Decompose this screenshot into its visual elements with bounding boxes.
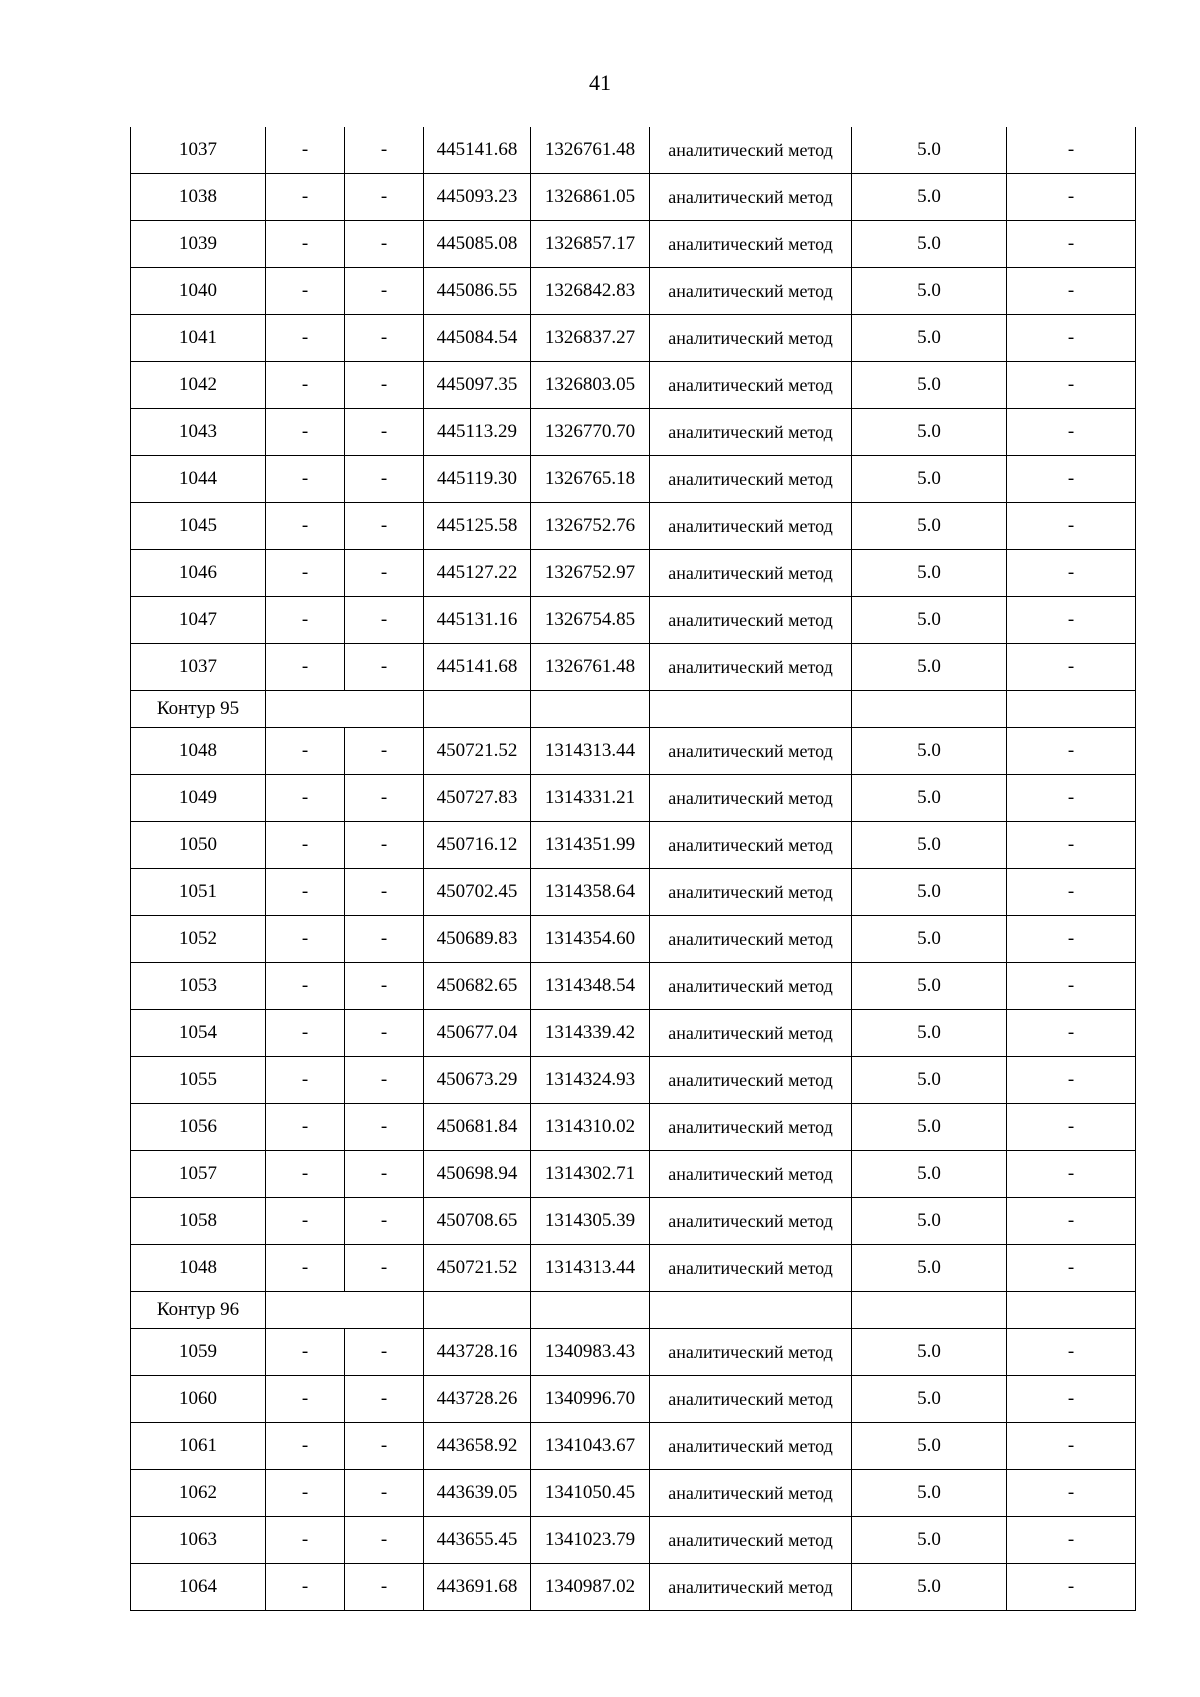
- note-cell: -: [1007, 1423, 1136, 1470]
- empty-value-cell: -: [266, 127, 345, 174]
- method-cell: аналитический метод: [650, 869, 852, 916]
- table-row: [131, 1517, 1136, 1564]
- y-coordinate-cell: 1326770.70: [531, 409, 650, 456]
- table-row: [131, 1104, 1136, 1151]
- point-number-cell: 1048: [131, 1245, 266, 1292]
- y-coordinate-cell: 1314305.39: [531, 1198, 650, 1245]
- x-coordinate-cell: 445113.29: [424, 409, 531, 456]
- empty-value-cell: -: [345, 268, 424, 315]
- note-cell: -: [1007, 1057, 1136, 1104]
- accuracy-cell: 5.0: [852, 1470, 1007, 1517]
- table-row: [131, 1470, 1136, 1517]
- x-coordinate-cell: 445141.68: [424, 644, 531, 691]
- method-cell: аналитический метод: [650, 1151, 852, 1198]
- empty-value-cell: -: [266, 869, 345, 916]
- accuracy-cell: 5.0: [852, 268, 1007, 315]
- empty-value-cell: -: [345, 1376, 424, 1423]
- note-cell: -: [1007, 1517, 1136, 1564]
- point-number-cell: 1060: [131, 1376, 266, 1423]
- table-row: [131, 409, 1136, 456]
- method-cell: аналитический метод: [650, 268, 852, 315]
- empty-value-cell: -: [345, 597, 424, 644]
- point-number-cell: 1047: [131, 597, 266, 644]
- method-cell: аналитический метод: [650, 1010, 852, 1057]
- empty-value-cell: -: [345, 174, 424, 221]
- empty-value-cell: -: [266, 362, 345, 409]
- x-coordinate-cell: 450682.65: [424, 963, 531, 1010]
- point-number-cell: 1052: [131, 916, 266, 963]
- empty-value-cell: -: [266, 503, 345, 550]
- method-cell: аналитический метод: [650, 728, 852, 775]
- y-coordinate-cell: 1326761.48: [531, 127, 650, 174]
- x-coordinate-cell: 450673.29: [424, 1057, 531, 1104]
- empty-value-cell: -: [345, 1245, 424, 1292]
- table-row: [131, 869, 1136, 916]
- note-cell: -: [1007, 221, 1136, 268]
- point-number-cell: 1054: [131, 1010, 266, 1057]
- x-coordinate-cell: 443728.26: [424, 1376, 531, 1423]
- note-cell: -: [1007, 1329, 1136, 1376]
- y-coordinate-cell: 1326752.76: [531, 503, 650, 550]
- x-coordinate-cell: 450708.65: [424, 1198, 531, 1245]
- empty-value-cell: -: [266, 1517, 345, 1564]
- x-coordinate-cell: 450681.84: [424, 1104, 531, 1151]
- method-cell: аналитический метод: [650, 1423, 852, 1470]
- empty-value-cell: -: [345, 1517, 424, 1564]
- table-row: [131, 174, 1136, 221]
- empty-cell: [424, 691, 531, 728]
- note-cell: -: [1007, 1564, 1136, 1611]
- contour-label: Контур 95: [131, 691, 266, 728]
- empty-value-cell: -: [345, 1470, 424, 1517]
- method-cell: аналитический метод: [650, 963, 852, 1010]
- method-cell: аналитический метод: [650, 1057, 852, 1104]
- method-cell: аналитический метод: [650, 822, 852, 869]
- point-number-cell: 1059: [131, 1329, 266, 1376]
- table-row: [131, 1010, 1136, 1057]
- empty-cell: [266, 691, 424, 728]
- y-coordinate-cell: 1314348.54: [531, 963, 650, 1010]
- empty-value-cell: -: [266, 1376, 345, 1423]
- note-cell: -: [1007, 1198, 1136, 1245]
- empty-value-cell: -: [266, 1245, 345, 1292]
- table-row: [131, 456, 1136, 503]
- empty-value-cell: -: [345, 644, 424, 691]
- empty-cell: [852, 691, 1007, 728]
- empty-cell: [650, 1292, 852, 1329]
- method-cell: аналитический метод: [650, 1470, 852, 1517]
- method-cell: аналитический метод: [650, 1245, 852, 1292]
- note-cell: -: [1007, 1010, 1136, 1057]
- note-cell: -: [1007, 1151, 1136, 1198]
- empty-value-cell: -: [345, 869, 424, 916]
- note-cell: -: [1007, 869, 1136, 916]
- method-cell: аналитический метод: [650, 1517, 852, 1564]
- table-row: [131, 1151, 1136, 1198]
- accuracy-cell: 5.0: [852, 174, 1007, 221]
- x-coordinate-cell: 450721.52: [424, 728, 531, 775]
- accuracy-cell: 5.0: [852, 503, 1007, 550]
- table-row: [131, 503, 1136, 550]
- empty-value-cell: -: [266, 1470, 345, 1517]
- empty-value-cell: -: [345, 1329, 424, 1376]
- empty-value-cell: -: [345, 456, 424, 503]
- method-cell: аналитический метод: [650, 550, 852, 597]
- page-number: 41: [589, 70, 611, 95]
- accuracy-cell: 5.0: [852, 456, 1007, 503]
- note-cell: -: [1007, 597, 1136, 644]
- method-cell: аналитический метод: [650, 1564, 852, 1611]
- x-coordinate-cell: 445093.23: [424, 174, 531, 221]
- empty-value-cell: -: [345, 221, 424, 268]
- table-row: [131, 822, 1136, 869]
- method-cell: аналитический метод: [650, 644, 852, 691]
- note-cell: -: [1007, 644, 1136, 691]
- empty-value-cell: -: [345, 550, 424, 597]
- y-coordinate-cell: 1341023.79: [531, 1517, 650, 1564]
- point-number-cell: 1058: [131, 1198, 266, 1245]
- y-coordinate-cell: 1341043.67: [531, 1423, 650, 1470]
- y-coordinate-cell: 1326842.83: [531, 268, 650, 315]
- point-number-cell: 1050: [131, 822, 266, 869]
- empty-value-cell: -: [345, 1057, 424, 1104]
- x-coordinate-cell: 450689.83: [424, 916, 531, 963]
- method-cell: аналитический метод: [650, 174, 852, 221]
- y-coordinate-cell: 1314358.64: [531, 869, 650, 916]
- empty-value-cell: -: [266, 1423, 345, 1470]
- note-cell: -: [1007, 916, 1136, 963]
- x-coordinate-cell: 450727.83: [424, 775, 531, 822]
- point-number-cell: 1053: [131, 963, 266, 1010]
- x-coordinate-cell: 445127.22: [424, 550, 531, 597]
- table-row: [131, 1423, 1136, 1470]
- empty-value-cell: -: [266, 550, 345, 597]
- accuracy-cell: 5.0: [852, 1376, 1007, 1423]
- empty-value-cell: -: [266, 315, 345, 362]
- x-coordinate-cell: 445125.58: [424, 503, 531, 550]
- table-row: [131, 268, 1136, 315]
- empty-value-cell: -: [266, 1057, 345, 1104]
- empty-value-cell: -: [345, 1151, 424, 1198]
- empty-value-cell: -: [266, 963, 345, 1010]
- empty-value-cell: -: [345, 315, 424, 362]
- method-cell: аналитический метод: [650, 127, 852, 174]
- y-coordinate-cell: 1314310.02: [531, 1104, 650, 1151]
- point-number-cell: 1045: [131, 503, 266, 550]
- empty-value-cell: -: [266, 174, 345, 221]
- note-cell: -: [1007, 127, 1136, 174]
- table-row: [131, 362, 1136, 409]
- x-coordinate-cell: 443658.92: [424, 1423, 531, 1470]
- empty-cell: [650, 691, 852, 728]
- empty-value-cell: -: [266, 409, 345, 456]
- note-cell: -: [1007, 174, 1136, 221]
- accuracy-cell: 5.0: [852, 127, 1007, 174]
- method-cell: аналитический метод: [650, 362, 852, 409]
- contour-label: Контур 96: [131, 1292, 266, 1329]
- y-coordinate-cell: 1340987.02: [531, 1564, 650, 1611]
- table-row: [131, 550, 1136, 597]
- empty-value-cell: -: [345, 1010, 424, 1057]
- y-coordinate-cell: 1314313.44: [531, 1245, 650, 1292]
- table-row: [131, 775, 1136, 822]
- accuracy-cell: 5.0: [852, 1010, 1007, 1057]
- method-cell: аналитический метод: [650, 916, 852, 963]
- empty-value-cell: -: [266, 456, 345, 503]
- contour-header-row: [131, 1292, 1136, 1329]
- note-cell: -: [1007, 822, 1136, 869]
- empty-value-cell: -: [266, 268, 345, 315]
- note-cell: -: [1007, 728, 1136, 775]
- method-cell: аналитический метод: [650, 503, 852, 550]
- table-row: [131, 1376, 1136, 1423]
- point-number-cell: 1048: [131, 728, 266, 775]
- contour-header-row: [131, 691, 1136, 728]
- point-number-cell: 1039: [131, 221, 266, 268]
- table-row: [131, 644, 1136, 691]
- empty-value-cell: -: [266, 1564, 345, 1611]
- empty-cell: [1007, 691, 1136, 728]
- note-cell: -: [1007, 409, 1136, 456]
- y-coordinate-cell: 1314339.42: [531, 1010, 650, 1057]
- point-number-cell: 1040: [131, 268, 266, 315]
- accuracy-cell: 5.0: [852, 1517, 1007, 1564]
- table-row: [131, 1057, 1136, 1104]
- method-cell: аналитический метод: [650, 315, 852, 362]
- y-coordinate-cell: 1314302.71: [531, 1151, 650, 1198]
- empty-cell: [424, 1292, 531, 1329]
- accuracy-cell: 5.0: [852, 1423, 1007, 1470]
- table-row: [131, 221, 1136, 268]
- accuracy-cell: 5.0: [852, 775, 1007, 822]
- accuracy-cell: 5.0: [852, 1329, 1007, 1376]
- accuracy-cell: 5.0: [852, 644, 1007, 691]
- note-cell: -: [1007, 456, 1136, 503]
- y-coordinate-cell: 1326861.05: [531, 174, 650, 221]
- accuracy-cell: 5.0: [852, 1564, 1007, 1611]
- x-coordinate-cell: 443655.45: [424, 1517, 531, 1564]
- note-cell: -: [1007, 1245, 1136, 1292]
- empty-value-cell: -: [266, 1010, 345, 1057]
- method-cell: аналитический метод: [650, 1376, 852, 1423]
- point-number-cell: 1037: [131, 644, 266, 691]
- note-cell: -: [1007, 1104, 1136, 1151]
- empty-value-cell: -: [345, 1564, 424, 1611]
- x-coordinate-cell: 450698.94: [424, 1151, 531, 1198]
- y-coordinate-cell: 1340996.70: [531, 1376, 650, 1423]
- y-coordinate-cell: 1326761.48: [531, 644, 650, 691]
- note-cell: -: [1007, 1376, 1136, 1423]
- method-cell: аналитический метод: [650, 456, 852, 503]
- point-number-cell: 1049: [131, 775, 266, 822]
- empty-value-cell: -: [345, 503, 424, 550]
- accuracy-cell: 5.0: [852, 1198, 1007, 1245]
- table-row: [131, 728, 1136, 775]
- point-number-cell: 1038: [131, 174, 266, 221]
- x-coordinate-cell: 445141.68: [424, 127, 531, 174]
- empty-value-cell: -: [266, 221, 345, 268]
- accuracy-cell: 5.0: [852, 362, 1007, 409]
- x-coordinate-cell: 445086.55: [424, 268, 531, 315]
- y-coordinate-cell: 1326857.17: [531, 221, 650, 268]
- x-coordinate-cell: 445085.08: [424, 221, 531, 268]
- y-coordinate-cell: 1326837.27: [531, 315, 650, 362]
- x-coordinate-cell: 443691.68: [424, 1564, 531, 1611]
- empty-value-cell: -: [345, 822, 424, 869]
- accuracy-cell: 5.0: [852, 221, 1007, 268]
- empty-value-cell: -: [266, 775, 345, 822]
- empty-value-cell: -: [345, 963, 424, 1010]
- empty-value-cell: -: [345, 1423, 424, 1470]
- y-coordinate-cell: 1314351.99: [531, 822, 650, 869]
- note-cell: -: [1007, 775, 1136, 822]
- empty-value-cell: -: [266, 916, 345, 963]
- point-number-cell: 1042: [131, 362, 266, 409]
- point-number-cell: 1057: [131, 1151, 266, 1198]
- accuracy-cell: 5.0: [852, 550, 1007, 597]
- x-coordinate-cell: 450721.52: [424, 1245, 531, 1292]
- empty-cell: [531, 691, 650, 728]
- x-coordinate-cell: 445097.35: [424, 362, 531, 409]
- method-cell: аналитический метод: [650, 409, 852, 456]
- accuracy-cell: 5.0: [852, 1104, 1007, 1151]
- method-cell: аналитический метод: [650, 1198, 852, 1245]
- note-cell: -: [1007, 362, 1136, 409]
- empty-value-cell: -: [266, 822, 345, 869]
- accuracy-cell: 5.0: [852, 1151, 1007, 1198]
- empty-cell: [1007, 1292, 1136, 1329]
- empty-value-cell: -: [345, 728, 424, 775]
- method-cell: аналитический метод: [650, 775, 852, 822]
- table-row: [131, 1329, 1136, 1376]
- point-number-cell: 1037: [131, 127, 266, 174]
- point-number-cell: 1046: [131, 550, 266, 597]
- point-number-cell: 1041: [131, 315, 266, 362]
- point-number-cell: 1056: [131, 1104, 266, 1151]
- empty-value-cell: -: [345, 775, 424, 822]
- accuracy-cell: 5.0: [852, 315, 1007, 362]
- method-cell: аналитический метод: [650, 221, 852, 268]
- empty-cell: [852, 1292, 1007, 1329]
- accuracy-cell: 5.0: [852, 916, 1007, 963]
- empty-value-cell: -: [266, 1151, 345, 1198]
- point-number-cell: 1051: [131, 869, 266, 916]
- empty-value-cell: -: [266, 1104, 345, 1151]
- accuracy-cell: 5.0: [852, 963, 1007, 1010]
- note-cell: -: [1007, 503, 1136, 550]
- y-coordinate-cell: 1314331.21: [531, 775, 650, 822]
- point-number-cell: 1064: [131, 1564, 266, 1611]
- empty-value-cell: -: [345, 409, 424, 456]
- note-cell: -: [1007, 1470, 1136, 1517]
- point-number-cell: 1063: [131, 1517, 266, 1564]
- accuracy-cell: 5.0: [852, 409, 1007, 456]
- empty-cell: [531, 1292, 650, 1329]
- accuracy-cell: 5.0: [852, 822, 1007, 869]
- x-coordinate-cell: 450716.12: [424, 822, 531, 869]
- y-coordinate-cell: 1314313.44: [531, 728, 650, 775]
- method-cell: аналитический метод: [650, 597, 852, 644]
- table-row: [131, 1245, 1136, 1292]
- y-coordinate-cell: 1326765.18: [531, 456, 650, 503]
- method-cell: аналитический метод: [650, 1329, 852, 1376]
- empty-value-cell: -: [345, 1198, 424, 1245]
- x-coordinate-cell: 445084.54: [424, 315, 531, 362]
- empty-value-cell: -: [345, 362, 424, 409]
- empty-value-cell: -: [266, 1198, 345, 1245]
- empty-value-cell: -: [345, 1104, 424, 1151]
- note-cell: -: [1007, 315, 1136, 362]
- note-cell: -: [1007, 963, 1136, 1010]
- accuracy-cell: 5.0: [852, 1057, 1007, 1104]
- accuracy-cell: 5.0: [852, 1245, 1007, 1292]
- x-coordinate-cell: 445119.30: [424, 456, 531, 503]
- y-coordinate-cell: 1326752.97: [531, 550, 650, 597]
- table-row: [131, 315, 1136, 362]
- empty-value-cell: -: [266, 644, 345, 691]
- table-row: [131, 127, 1136, 174]
- empty-cell: [266, 1292, 424, 1329]
- accuracy-cell: 5.0: [852, 728, 1007, 775]
- table-row: [131, 597, 1136, 644]
- point-number-cell: 1055: [131, 1057, 266, 1104]
- method-cell: аналитический метод: [650, 1104, 852, 1151]
- x-coordinate-cell: 445131.16: [424, 597, 531, 644]
- accuracy-cell: 5.0: [852, 597, 1007, 644]
- empty-value-cell: -: [345, 127, 424, 174]
- empty-value-cell: -: [266, 597, 345, 644]
- table-row: [131, 963, 1136, 1010]
- point-number-cell: 1043: [131, 409, 266, 456]
- coordinates-table: [130, 127, 1136, 1611]
- x-coordinate-cell: 443728.16: [424, 1329, 531, 1376]
- y-coordinate-cell: 1326754.85: [531, 597, 650, 644]
- table-row: [131, 1198, 1136, 1245]
- y-coordinate-cell: 1314324.93: [531, 1057, 650, 1104]
- empty-value-cell: -: [266, 1329, 345, 1376]
- empty-value-cell: -: [345, 916, 424, 963]
- point-number-cell: 1061: [131, 1423, 266, 1470]
- x-coordinate-cell: 450677.04: [424, 1010, 531, 1057]
- coordinates-table-body: [131, 127, 1136, 1611]
- empty-value-cell: -: [266, 728, 345, 775]
- x-coordinate-cell: 443639.05: [424, 1470, 531, 1517]
- note-cell: -: [1007, 268, 1136, 315]
- note-cell: -: [1007, 550, 1136, 597]
- y-coordinate-cell: 1326803.05: [531, 362, 650, 409]
- point-number-cell: 1062: [131, 1470, 266, 1517]
- table-row: [131, 1564, 1136, 1611]
- y-coordinate-cell: 1340983.43: [531, 1329, 650, 1376]
- table-row: [131, 916, 1136, 963]
- x-coordinate-cell: 450702.45: [424, 869, 531, 916]
- accuracy-cell: 5.0: [852, 869, 1007, 916]
- y-coordinate-cell: 1341050.45: [531, 1470, 650, 1517]
- y-coordinate-cell: 1314354.60: [531, 916, 650, 963]
- point-number-cell: 1044: [131, 456, 266, 503]
